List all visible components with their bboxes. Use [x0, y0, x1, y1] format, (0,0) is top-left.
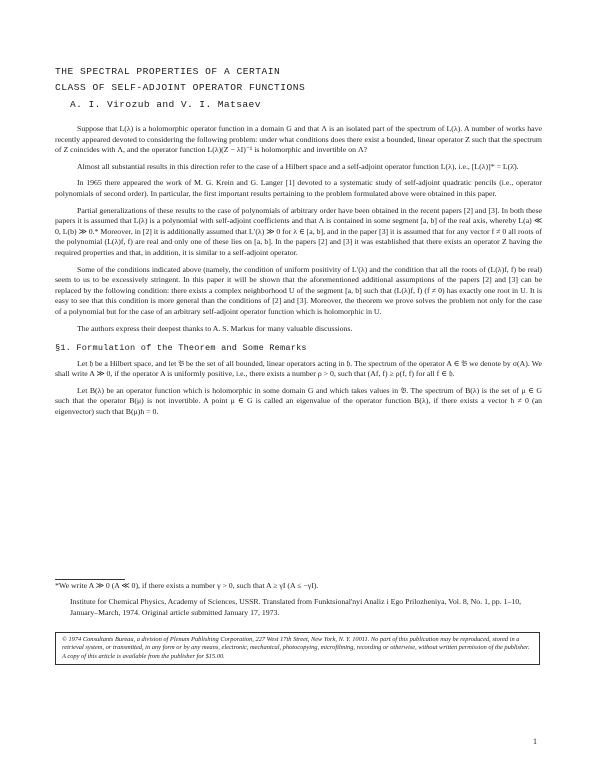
intro-paragraph: In 1965 there appeared the work of M. G. Krein and G. Langer [1] devoted to a systematic study of self-adjoint quadratic pencils (i.e., operator polynomials of second order). In particular, the first important results pertaining to the problem formulated above were obtained in this paper.: [55, 178, 542, 198]
page-number: 1: [533, 737, 537, 746]
copyright-box: © 1974 Consultants Bureau, a division of Plenum Publishing Corporation, 227 West 17th Street, New York, N. Y. 10011. No part of this publication may be reproduced, stored in a retrieval system, or transmitted, in any form or by any means, electronic, mechanical, photocopying, microfilming, recording or otherwise, without written permission of the publisher. A copy of this article is available from the publisher for $15.00.: [55, 632, 540, 665]
acknowledgement-paragraph: The authors express their deepest thanks to A. S. Markus for many valuable discussions.: [77, 323, 353, 333]
body-text: [55, 124, 542, 424]
section-paragraph: Let B(λ) be an operator function which is holomorphic in some domain G and which takes values in 𝔅. The spectrum of B(λ) is the set of μ ∈ G such that the operator B(μ) is not invertible. A point μ ∈ G is called an eigenvalue of the operator function B(λ), if there exists a vector h ≠ 0 (an eigenvector) such that B(μ)h = 0.: [55, 385, 542, 417]
section-paragraph: Let 𝔥 be a Hilbert space, and let 𝔅 be the set of all bounded, linear operators acting in 𝔥. The spectrum of the operator A ∈ 𝔅 we denote by σ(A). We shall write A ≫ 0, if the operator A is uniformly positive, i.e., there exists a number ρ > 0, such that (Af, f) ≥ ρ(f, f) for all f ∈ 𝔥.: [55, 358, 542, 379]
title-line-1: THE SPECTRAL PROPERTIES OF A CERTAIN: [55, 66, 281, 77]
paper-title: [55, 64, 305, 96]
footnote: *We write A ≫ 0 (A ≪ 0), if there exists a number γ > 0, such that A ≥ γI (A ≤ −γI).: [55, 581, 319, 590]
footnote-rule: [55, 579, 125, 580]
institute-note: Institute for Chemical Physics, Academy of Sciences, USSR. Translated from Funktsional'nyi Analiz i Ego Prilozheniya, Vol. 8, No. 1, pp. 1–10, January–March, 1974. Original article submitted January 17, 1973.: [70, 597, 522, 617]
intro-paragraph: Suppose that L(λ) is a holomorphic operator function in a domain G and that Λ is an isolated part of the spectrum of L(λ). A number of works have recently appeared devoted to considering the following problem: under what conditions does there exist a bounded, linear operator Z such that the spectrum of Z coincides with Λ, and the operator function L(λ)(Z − λI)⁻¹ is holomorphic and invertible on Λ?: [55, 124, 542, 155]
author-line: A. I. Virozub and V. I. Matsaev: [70, 99, 261, 110]
intro-paragraph: Some of the conditions indicated above (namely, the condition of uniform positivity of L′(λ) and the condition that all the roots of (L(λ)f, f) be real) seem to us to be excessively stringent. In this paper it will be shown that the aforementioned additional assumptions of the papers [2] and [3] can be replaced by the following condition: there exists a complex neighborhood U of the segment [a, b] such that (L(λ)f, f) (f ≠ 0) has exactly one root in U. It is easy to see that this condition is more general than the conditions of [2] and [3]. Moreover, the theorem we prove solves the problem not only for the case of a polynomial but for the case of an arbitrary self-adjoint operator function which is holomorphic in U.: [55, 264, 542, 316]
section-heading: §1. Formulation of the Theorem and Some Remarks: [55, 343, 307, 354]
title-line-2: CLASS OF SELF-ADJOINT OPERATOR FUNCTIONS: [55, 82, 306, 93]
intro-paragraph: Almost all substantial results in this direction refer to the case of a Hilbert space and a self-adjoint operator function L(λ), i.e., [L(λ)]* = L(λ̄).: [77, 161, 519, 171]
intro-paragraph: Partial generalizations of these results to the case of polynomials of arbitrary order have been obtained in the recent papers [2] and [3]. In both these papers it is assumed that L(λ) is a polynomial with self-adjoint coefficients and that Λ is contained in some segment [a, b] of the real axis, whereby L(a) ≪ 0, L(b) ≫ 0.* Moreover, in [2] it is additionally assumed that L′(λ) ≫ 0 for λ ∈ [a, b], and in the paper [3] it is assumed that for any vector f ≠ 0 all roots of the polynomial (L(λ)f, f) are real and only one of these lies on [a, b]. In the papers [2] and [3] it was established that there exists an operator Z having the required properties and that, in addition, it is similar to a self-adjoint operator.: [55, 205, 542, 257]
